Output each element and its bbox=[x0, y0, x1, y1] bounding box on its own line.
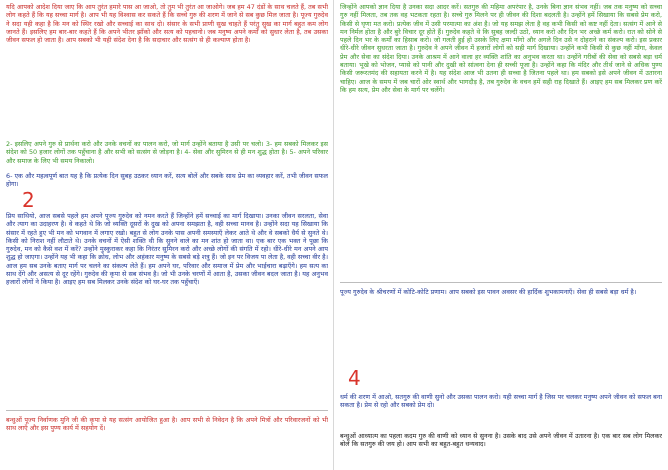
right-divider bbox=[340, 282, 662, 283]
right-main-article: जिन्होंने आपको ज्ञान दिया है उनका सदा आदर करें। सतगुरु की महिमा अपरंपार है, उनके बिना ज्ञान संभव नहीं। जब तक मनुष्य को सच्चा गुरु नहीं मिलता, तब तक वह भटकता रहता है। सच्चे गुरु मिलने पर ही जीवन की दिशा बदलती है। उन्होंने हमें सिखाया कि सबसे प्रेम करो, किसी से घृणा मत करो। प्रत्येक जीव में उसी परमात्मा का अंश है। जो यह समझ लेता है वह कभी किसी को कष्ट नहीं देता। सत्संग में आने से मन निर्मल होता है और बुरे विचार दूर होते हैं। गुरुदेव कहते थे कि सुबह जल्दी उठो, ध्यान करो और दिन भर अच्छे कर्म करो। रात को सोने से पहले दिन भर के कर्मों का हिसाब करो। जो गलती हुई हो उसके लिए क्षमा माँगो और अगले दिन उसे न दोहराने का संकल्प करो। इस प्रकार धीरे-धीरे जीवन सुधरता जाता है। गुरुदेव ने अपने जीवन में हजारों लोगों को सही मार्ग दिखाया। उन्होंने कभी किसी से कुछ नहीं माँगा, केवल प्रेम और सेवा का संदेश दिया। उनके आश्रम में आने वाला हर व्यक्ति शांति का अनुभव करता था। उन्होंने गरीबों की सेवा को सबसे बड़ा धर्म बताया। भूखे को भोजन, प्यासे को पानी और दुखी को सांत्वना देना ही सच्ची पूजा है। उन्होंने कहा कि मंदिर और तीर्थ जाने से अधिक पुण्य किसी जरूरतमंद की सहायता करने में है। यह संदेश आज भी उतना ही सच्चा है जितना पहले था। हम सबको इसे अपने जीवन में उतारना चाहिए। आज के समय में जब चारों ओर स्वार्थ और भागदौड़ है, तब गुरुदेव के वचन हमें सही राह दिखाते हैं। आइए हम सब मिलकर प्रण करें कि हम सत्य, प्रेम और सेवा के मार्ग पर चलेंगे। bbox=[340, 3, 662, 94]
right-blessing-paragraph: पूज्य गुरुदेव के श्रीचरणों में कोटि-कोटि प्रणाम। आप सबको इस पावन अवसर की हार्दिक शुभकामनाएँ। सेवा ही सबसे बड़ा धर्म है। bbox=[340, 288, 637, 296]
section-number-4: 4 bbox=[348, 366, 361, 390]
left-footer-paragraph: बन्धुओं पूज्य निर्वाणक मुनि जी की कृपा से यह सत्संग आयोजित हुआ है। आप सभी से निवेदन है कि अपने मित्रों और परिवारजनों को भी साथ लाएँ और इस पुण्य कार्य में सहयोग दें। bbox=[6, 416, 328, 433]
left-main-article: प्रिय साथियो, आज सबसे पहले हम अपने पूज्य गुरुदेव को नमन करते हैं जिन्होंने हमें सच्चाई का मार्ग दिखाया। उनका जीवन सरलता, सेवा और त्याग का उदाहरण है। वे कहते थे कि जो व्यक्ति दूसरों के दुख को अपना समझता है, वही सच्चा मानव है। उन्होंने सदा यह सिखाया कि संसार में रहते हुए भी मन को भगवान में लगाए रखो। बहुत से लोग उनके पास अपनी समस्याएँ लेकर आते थे और वे सबको धैर्य से सुनते थे। किसी को निराश नहीं लौटाते थे। उनके वचनों में ऐसी शक्ति थी कि सुनने वाले का मन शांत हो जाता था। एक बार एक भक्त ने पूछा कि गुरुदेव, मन को कैसे वश में करें? उन्होंने मुस्कुराकर कहा कि निरंतर सुमिरन करो और अच्छे लोगों की संगति में रहो। धीरे-धीरे मन अपने आप शुद्ध हो जाएगा। उन्होंने यह भी कहा कि क्रोध, लोभ और अहंकार मनुष्य के सबसे बड़े शत्रु हैं। जो इन पर विजय पा लेता है, वही सच्चा वीर है। आज हम सब उनके बताए मार्ग पर चलने का संकल्प लेते हैं। हम अपने घर, परिवार और समाज में प्रेम और भाईचारा बढ़ाएँगे। हम सत्य का साथ देंगे और असत्य से दूर रहेंगे। गुरुदेव की कृपा से सब संभव है। जो भी उनके चरणों में आता है, उसका जीवन बदल जाता है। यह अनुभव हजारों लोगों ने किया है। आइए हम सब मिलकर उनके संदेश को घर-घर तक पहुँचाएँ। bbox=[6, 212, 328, 287]
left-note: 6- एक और महत्वपूर्ण बात यह है कि प्रत्येक दिन सुबह उठकर ध्यान करें, सत्य बोलें और सबके साथ प्रेम का व्यवहार करें, तभी जीवन सफल होगा। bbox=[6, 172, 328, 189]
left-divider bbox=[6, 410, 328, 411]
right-quote-paragraph: धर्म की शरण में आओ, सतगुरु की वाणी सुनो और उसका पालन करो। यही सच्चा मार्ग है जिस पर चलकर मनुष्य अपने जीवन को सफल बना सकता है। प्रेम से रहो और सबको प्रेम दो। bbox=[340, 393, 662, 410]
left-intro-paragraph: यदि आपको आदेश दिया जाए कि आप तुरंत हमारे पास आ जाओ, तो तुम भी तुरंत आ जाओगे। जब हम 47 दंडों के साथ चलते हैं, तब सभी लोग कहते हैं कि यह सच्चा मार्ग है। आप भी यह विश्वास कर सकते हैं कि सच्चे गुरु की शरण में जाने से सब कुछ मिल जाता है। पूज्य गुरुदेव ने सदा यही कहा है कि मन को स्थिर रखो और सच्चाई का साथ दो। संसार के सभी प्राणी सुख चाहते हैं परंतु सुख का मार्ग बहुत कम लोग जानते हैं। इसलिए हम बार-बार कहते हैं कि अपने भीतर झाँको और सत्य को पहचानो। जब मनुष्य अपने कर्मों को सुधार लेता है, तब उसका जीवन सफल हो जाता है। आप सबको भी यही संदेश देना है कि सदाचार और सत्संग से ही कल्याण होता है। bbox=[6, 3, 328, 45]
right-closing-paragraph: बन्धुओं आध्यात्म का पहला कदम गुरु की वाणी को ध्यान से सुनना है। उसके बाद उसे अपने जीवन में उतारना है। एक बार सब लोग मिलकर बोलें कि सतगुरु की जय हो। आप सभी का बहुत-बहुत धन्यवाद। bbox=[340, 432, 662, 449]
left-numbered-points: 2- इसलिए अपने गुरु से प्रार्थना करो और उनके वचनों का पालन करो, जो मार्ग उन्होंने बताया है उसी पर चलो। 3- हम सबको मिलकर इस संदेश को 50 हजार लोगों तक पहुँचाना है और सभी को सत्संग से जोड़ना है। 4- सेवा और सुमिरन से ही मन शुद्ध होता है। 5- अपने परिवार और समाज के लिए भी समय निकालो। bbox=[6, 140, 328, 165]
right-page bbox=[334, 0, 668, 470]
section-number-2: 2 bbox=[22, 188, 35, 212]
